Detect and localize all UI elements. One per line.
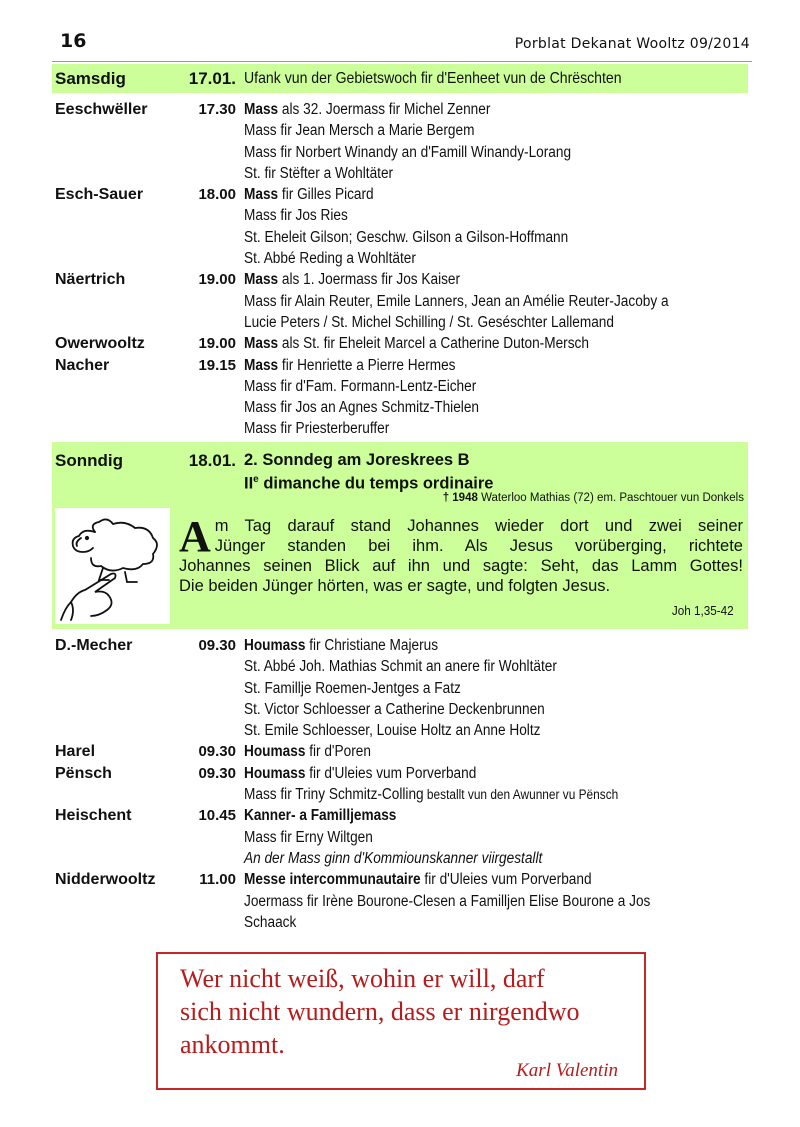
church-name: Esch-Sauer: [55, 186, 144, 204]
church-name: D.-Mecher: [55, 637, 133, 654]
header-rule: [52, 61, 752, 62]
gospel-initial: A: [179, 512, 211, 561]
mass-time: 17.30: [198, 101, 236, 118]
church-name: Nacher: [55, 356, 110, 374]
mass-intention: An der Mass ginn d'Kommiounskanner viirgestallt: [244, 849, 543, 867]
schedule-row: [52, 397, 748, 418]
mass-intention: Mass fir Jos an Agnes Schmitz-Thielen: [244, 399, 480, 417]
mass-intention: Mass fir Gilles Picard: [244, 186, 374, 204]
mass-time: 09.30: [198, 743, 236, 761]
schedule-row: [52, 848, 748, 869]
saturday-day: Samsdig: [55, 69, 126, 88]
mass-time: 19.00: [198, 335, 236, 353]
mass-time: 11.00: [199, 871, 236, 889]
schedule-row: [52, 269, 748, 290]
lamb-illustration: [55, 508, 170, 624]
mass-intention: Mass fir Erny Wiltgen: [244, 828, 373, 846]
mass-time: 19.00: [198, 271, 236, 289]
mass-time: 19.15: [198, 356, 236, 374]
mass-intention: Mass als 32. Joermass fir Michel Zenner: [244, 101, 491, 118]
mass-intention: Mass fir Norbert Winandy an d'Famill Winandy-Lorang: [244, 143, 572, 161]
sunday-title-2: IIe dimanche du temps ordinaire: [244, 474, 494, 493]
mass-intention: St. fir Stëfter a Wohltäter: [244, 164, 394, 182]
schedule-row: [52, 142, 748, 163]
church-name: Harel: [55, 743, 96, 761]
schedule-row: [52, 869, 748, 890]
obituary-note: † 1948 Waterloo Mathias (72) em. Paschtouer vun Donkels: [442, 492, 744, 504]
mass-intention: Mass fir Triny Schmitz-Colling bestallt vun den Awunner vu Pënsch: [244, 786, 619, 804]
schedule-row: [52, 827, 748, 848]
mass-intention: St. Abbé Joh. Mathias Schmit an anere fir Wohltäter: [244, 658, 557, 676]
mass-intention: St. Eheleit Gilson; Geschw. Gilson a Gilson-Hoffmann: [244, 228, 569, 246]
gospel-reference: Joh 1,35-42: [672, 603, 734, 618]
sunday-schedule: [52, 635, 748, 933]
schedule-row: [52, 355, 748, 376]
mass-intention: Houmass fir d'Poren: [244, 743, 371, 761]
bulletin-title: Porblat Dekanat Wooltz 09/2014: [514, 36, 750, 52]
schedule-row: [52, 656, 748, 677]
mass-intention: Mass fir Alain Reuter, Emile Lanners, Jean an Amélie Reuter-Jacoby a: [244, 292, 669, 310]
saturday-date: 17.01.: [188, 69, 236, 88]
schedule-row: [52, 184, 748, 205]
schedule-row: [52, 163, 748, 184]
church-name: Heischent: [55, 807, 132, 825]
sunday-date: 18.01.: [188, 451, 236, 470]
saturday-schedule: [52, 99, 748, 440]
schedule-row: [52, 763, 748, 784]
schedule-row: [52, 805, 748, 826]
schedule-row: [52, 227, 748, 248]
mass-intention: Houmass fir d'Uleies vum Porverband: [244, 764, 477, 782]
schedule-row: [52, 333, 748, 354]
sunday-header-band: [52, 442, 748, 629]
church-name: Nidderwooltz: [55, 871, 156, 889]
schedule-row: [52, 120, 748, 141]
quote-text: Wer nicht weiß, wohin er will, darf sich nicht wundern, dass er nirgendwo ankommt.: [180, 964, 580, 1059]
church-name: Eeschwëller: [55, 101, 148, 118]
mass-intention: St. Emile Schloesser, Louise Holtz an Anne Holtz: [244, 722, 541, 740]
mass-intention: Joermass fir Irène Bourone-Clesen a Familljen Elise Bourone a Jos: [244, 892, 651, 910]
schedule-row: [52, 784, 748, 805]
mass-intention: Mass fir d'Fam. Formann-Lentz-Eicher: [244, 377, 477, 395]
saturday-description: Ufank vun der Gebietswoch fir d'Eenheet vun de Chrëschten: [244, 70, 622, 87]
mass-intention: Mass als 1. Joermass fir Jos Kaiser: [244, 271, 461, 289]
mass-intention: Mass als St. fir Eheleit Marcel a Catherine Duton-Mersch: [244, 335, 589, 353]
schedule-row: [52, 912, 748, 933]
quote-author: Karl Valentin: [516, 1060, 618, 1081]
schedule-row: [52, 678, 748, 699]
mass-intention: St. Victor Schloesser a Catherine Deckenbrunnen: [244, 700, 545, 718]
mass-time: 09.30: [198, 764, 236, 782]
schedule-row: [52, 635, 748, 656]
schedule-row: [52, 376, 748, 397]
schedule-row: [52, 699, 748, 720]
quote-box: [156, 952, 646, 1090]
mass-intention: Kanner- a Familljemass: [244, 807, 397, 825]
schedule-row: [52, 205, 748, 226]
gospel-text: A m Tag darauf stand Johannes wieder dort und zwei seiner Jünger standen bei ihm. Als Jesus vorüberging, richtete Johannes seinen Blick auf ihn und sagte: Seht, das Lamm Gottes! Die beiden Jünger hörten, was er sagte, und folgten Jesus.: [179, 512, 743, 595]
church-name: Näertrich: [55, 271, 126, 289]
mass-time: 10.45: [198, 807, 236, 825]
sunday-title-1: 2. Sonndeg am Joreskrees B: [244, 451, 470, 469]
schedule-row: [52, 418, 748, 439]
mass-intention: Mass fir Priesterberuffer: [244, 420, 390, 438]
mass-intention: Mass fir Jos Ries: [244, 207, 348, 225]
mass-intention: St. Abbé Reding a Wohltäter: [244, 250, 416, 268]
mass-time: 09.30: [198, 637, 236, 654]
schedule-row: [52, 291, 748, 312]
schedule-row: [52, 891, 748, 912]
schedule-row: [52, 720, 748, 741]
page-number: 16: [60, 30, 87, 52]
mass-intention: Schaack: [244, 913, 297, 931]
saturday-header-band: [52, 64, 748, 93]
mass-intention: Houmass fir Christiane Majerus: [244, 637, 439, 654]
schedule-row: [52, 312, 748, 333]
mass-intention: Mass fir Jean Mersch a Marie Bergem: [244, 122, 475, 140]
schedule-row: [52, 741, 748, 762]
schedule-row: [52, 99, 748, 120]
schedule-row: [52, 248, 748, 269]
mass-time: 18.00: [198, 186, 236, 204]
church-name: Pënsch: [55, 764, 112, 782]
mass-intention: Mass fir Henriette a Pierre Hermes: [244, 356, 456, 374]
mass-intention: Lucie Peters / St. Michel Schilling / St. Geséschter Lallemand: [244, 313, 614, 331]
mass-intention: Messe intercommunautaire fir d'Uleies vum Porverband: [244, 871, 592, 889]
sunday-day: Sonndig: [55, 451, 123, 470]
mass-intention: St. Famillje Roemen-Jentges a Fatz: [244, 679, 461, 697]
church-name: Owerwooltz: [55, 335, 145, 353]
